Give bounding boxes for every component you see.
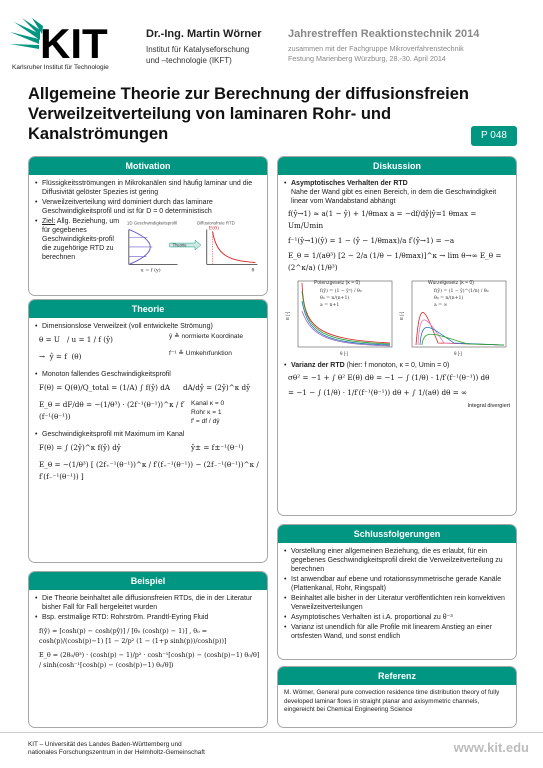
bullet-text: (hier: f monoton, κ = 0, Umin = 0)	[344, 362, 450, 369]
equation: = −1 − ∫ (1/θ) · 1/f′(f⁻¹(θ⁻¹)) dθ + ∫ 1/(aθ) dθ = ∞	[288, 388, 467, 397]
panel-heading: Schlussfolgerungen	[278, 525, 516, 543]
institute	[146, 44, 249, 66]
diskussion-panel	[277, 156, 517, 516]
svg-text:f(ŷ) = (1 − ŷ)^(1/n) / θ₀: f(ŷ) = (1 − ŷ)^(1/n) / θ₀	[434, 289, 489, 294]
equation: f(ŷ) = [cosh(p) − cosh(pŷ)] / [θ₀ (cosh(p) − 1)] , θ₀ = cosh(p)/(cosh(p)−1) [1 − 2/p² (1 − (1+p sinh(p))/cosh(p))]	[39, 627, 227, 645]
footer-text	[28, 741, 205, 757]
power-law-plot	[284, 277, 396, 359]
author-name: Dr.-Ing. Martin Wörner	[146, 28, 262, 40]
svg-text:θ₀ = n/(n+1): θ₀ = n/(n+1)	[434, 296, 464, 301]
panel-heading: Referenz	[278, 667, 516, 685]
equation-note: Rohr κ = 1	[191, 409, 222, 416]
equation-note: f⁻¹ ≙ Umkehrfunktion	[169, 350, 232, 357]
equation: f⁻¹(ŷ→1)(ŷ) = 1 − (ŷ − 1/θmax)/a f′(ŷ→1) = −a	[288, 236, 455, 245]
svg-text:1D Geschwindigkeitsprofil: 1D Geschwindigkeitsprofil	[126, 220, 177, 226]
goal-text: Allg. Beziehung, um für gegebenes Geschwindigkeits-profil die zugehörige RTD zu berechnen	[42, 218, 120, 261]
institute-line: und –technologie (IKFT)	[146, 56, 232, 65]
bullet-title: Asymptotisches Verhalten der RTD	[291, 180, 408, 187]
bullet	[284, 361, 510, 370]
footer-line: nationales Forschungszentrum in der Helmholtz-Gemeinschaft	[28, 749, 205, 756]
goal-label: Ziel:	[42, 218, 56, 225]
bullet	[284, 179, 510, 206]
title-line: Verweilzeitverteilung von laminaren Rohr- und	[28, 105, 392, 123]
svg-text:θ [-]: θ [-]	[454, 351, 462, 356]
svg-text:KIT: KIT	[40, 20, 108, 67]
panel-heading: Motivation	[29, 157, 267, 175]
svg-text:Diffusionsfreie RTD: Diffusionsfreie RTD	[196, 220, 235, 226]
institute-line: Institut für Katalyseforschung	[146, 45, 250, 54]
svg-text:Potenzgesetz (κ = 0): Potenzgesetz (κ = 0)	[314, 280, 360, 286]
footer-line: KIT – Universität des Landes Baden-Württemberg und	[28, 741, 182, 748]
svg-text:E [-]: E [-]	[285, 311, 290, 320]
equation-note: Kanal κ = 0	[191, 400, 225, 407]
bullet: • Flüssigkeitsströmungen in Mikrokanälen sind häufig laminar und die Diffusivität gelöster Spezies ist gering	[35, 179, 261, 197]
panel-heading: Diskussion	[278, 157, 516, 175]
bullet	[35, 217, 121, 262]
event-details	[288, 44, 464, 64]
title-line: Kanalströmungen	[28, 125, 169, 143]
equation: E_θ = 1/(aθ³) [2 − 2/a (1/θ − 1/θmax)]^κ → lim θ→∞ E_θ = (2^κ/a) (1/θ³)	[288, 251, 502, 272]
svg-text:a = n+1: a = n+1	[320, 303, 340, 308]
svg-text:a = ∞: a = ∞	[434, 303, 448, 308]
poster-id-badge: P 048	[471, 126, 517, 146]
equation: E_θ = dF/dθ = −(1/θ³) · (2f⁻¹(θ⁻¹))^κ / f′(f⁻¹(θ⁻¹))	[39, 400, 185, 421]
equation: F(θ) = Q(θ)/Q_total = (1/A) ∫ f(ŷ) dA	[39, 383, 171, 392]
reference-text: M. Wörner, General pure convection residence time distribution theory of fully developed laminar flows in straight planar and axisymmetric channels, eingereicht bei Chemical Engineering Science	[284, 689, 500, 713]
footer-divider	[0, 732, 543, 733]
equation-note: Integral divergiert	[467, 403, 510, 409]
bullet: • Bsp. erstmalige RTD: Rohrström. Prandtl-Eyring Fluid	[35, 613, 261, 622]
motivation-figure	[123, 217, 261, 275]
equation: θ = U / u = 1 / f (ŷ)	[39, 335, 113, 344]
event-title: Jahrestreffen Reaktionstechnik 2014	[288, 28, 480, 40]
svg-text:E(θ): E(θ)	[208, 225, 219, 232]
bullet: • Monoton fallendes Geschwindigkeitsprofil	[35, 370, 261, 379]
event-line: Festung Marienberg Würzburg, 28.-30. April 2014	[288, 54, 446, 63]
bullet: • Asymptotisches Verhalten ist i.A. proportional zu θ⁻³	[284, 613, 510, 622]
schluss-panel	[277, 524, 517, 660]
svg-text:u = f (y): u = f (y)	[140, 267, 161, 274]
kit-logo-subtitle: Karlsruher Institut für Technologie	[12, 64, 109, 71]
equation: F(θ) = ∫ (2ŷ)^κ f(ŷ) dŷ	[39, 443, 121, 452]
bullet: • Geschwindigkeitsprofil mit Maximum im Kanal	[35, 430, 261, 439]
bullet: • Ist anwendbar auf ebene und rotationssymmetrische gerade Kanäle (Plattenkanal, Rohr, Ringspalt)	[284, 575, 510, 593]
equation-note: ŷ ≙ normierte Koordinate	[169, 333, 244, 340]
motivation-panel	[28, 156, 268, 296]
root-law-plot	[398, 277, 510, 359]
svg-text:E [-]: E [-]	[399, 311, 404, 320]
referenz-panel	[277, 666, 517, 728]
poster-title	[28, 84, 528, 144]
footer-url[interactable]: www.kit.edu	[453, 740, 529, 755]
bullet: • Varianz ist unendlich für alle Profile mit linearem Anstieg an einer ortsfesten Wand, und sonst endlich	[284, 623, 510, 641]
equation: dA/dŷ = (2ŷ)^κ dŷ	[183, 383, 251, 392]
equation: → ŷ = f (θ)	[39, 352, 82, 361]
panel-heading: Beispiel	[29, 572, 267, 590]
poster-header	[0, 0, 543, 78]
equation: σθ² = −1 + ∫ θ² E(θ) dθ = −1 − ∫ (1/θ) · 1/f′(f⁻¹(θ⁻¹)) dθ	[288, 373, 490, 382]
equation: E_θ = −(1/θ³) [ (2f₊⁻¹(θ⁻¹))^κ / f′(f₊⁻¹(θ⁻¹)) − (2f₋⁻¹(θ⁻¹))^κ / f′(f₋⁻¹(θ⁻¹)) ]	[39, 460, 259, 481]
bullet: • Beinhaltet alle bisher in der Literatur veröffentlichten rein konvektiven Verweilzeitverteilungen	[284, 594, 510, 612]
equation: ŷ± = f±⁻¹(θ⁻¹)	[191, 443, 244, 452]
svg-text:θ₀ = n/(n+1): θ₀ = n/(n+1)	[320, 296, 350, 301]
bullet-text: Nahe der Wand gibt es einen Bereich, in dem die Geschwindigkeit linear vom Wandabstand abhängt	[291, 189, 497, 205]
svg-text:f(ŷ) = (1 − ŷⁿ) / θ₀: f(ŷ) = (1 − ŷⁿ) / θ₀	[320, 289, 362, 294]
bullet-title: Varianz der RTD	[291, 362, 345, 369]
bullet: • Verweilzeitverteilung wird dominiert durch das laminare Geschwindigkeitsprofil und ist für D = 0 deterministisch	[35, 198, 261, 216]
equation: f(ŷ→1) ≈ a(1 − ŷ) + 1/θmax a = −df/dŷ|ŷ=1 θmax = Um/Umin	[288, 209, 477, 230]
bullet: • Dimensionslose Verweilzeit (voll entwickelte Strömung)	[35, 322, 261, 331]
svg-text:Theorie: Theorie	[172, 242, 187, 248]
beispiel-panel	[28, 571, 268, 728]
svg-text:θ: θ	[251, 267, 255, 274]
bullet: • Vorstellung einer allgemeinen Beziehung, die es erlaubt, für ein gegebenes Geschwindigkeitsprofil direkt die Verweilzeitverteilung zu berechnen	[284, 547, 510, 574]
title-line: Allgemeine Theorie zur Berechnung der diffusionsfreien	[28, 85, 469, 103]
event-line: zusammen mit der Fachgruppe Mikroverfahrenstechnik	[288, 44, 464, 53]
theorie-panel	[28, 299, 268, 563]
svg-text:θ [-]: θ [-]	[340, 351, 348, 356]
bullet: • Die Theorie beinhaltet alle diffusionsfreien RTDs, die in der Literatur bisher Fall für Fall hergeleitet wurden	[35, 594, 261, 612]
equation-note: f′ = df / dŷ	[191, 418, 220, 425]
panel-heading: Theorie	[29, 300, 267, 318]
svg-text:Wurzelgesetz (κ = 0): Wurzelgesetz (κ = 0)	[428, 280, 474, 286]
equation: E_θ = (2θ₀/θ³) · (cosh(p) − 1)/p² · cosh⁻¹[cosh(p) − (cosh(p)−1) θ₀/θ] / sinh(cosh⁻¹[cosh(p) − (cosh(p)−1) θ₀/θ])	[39, 651, 260, 669]
